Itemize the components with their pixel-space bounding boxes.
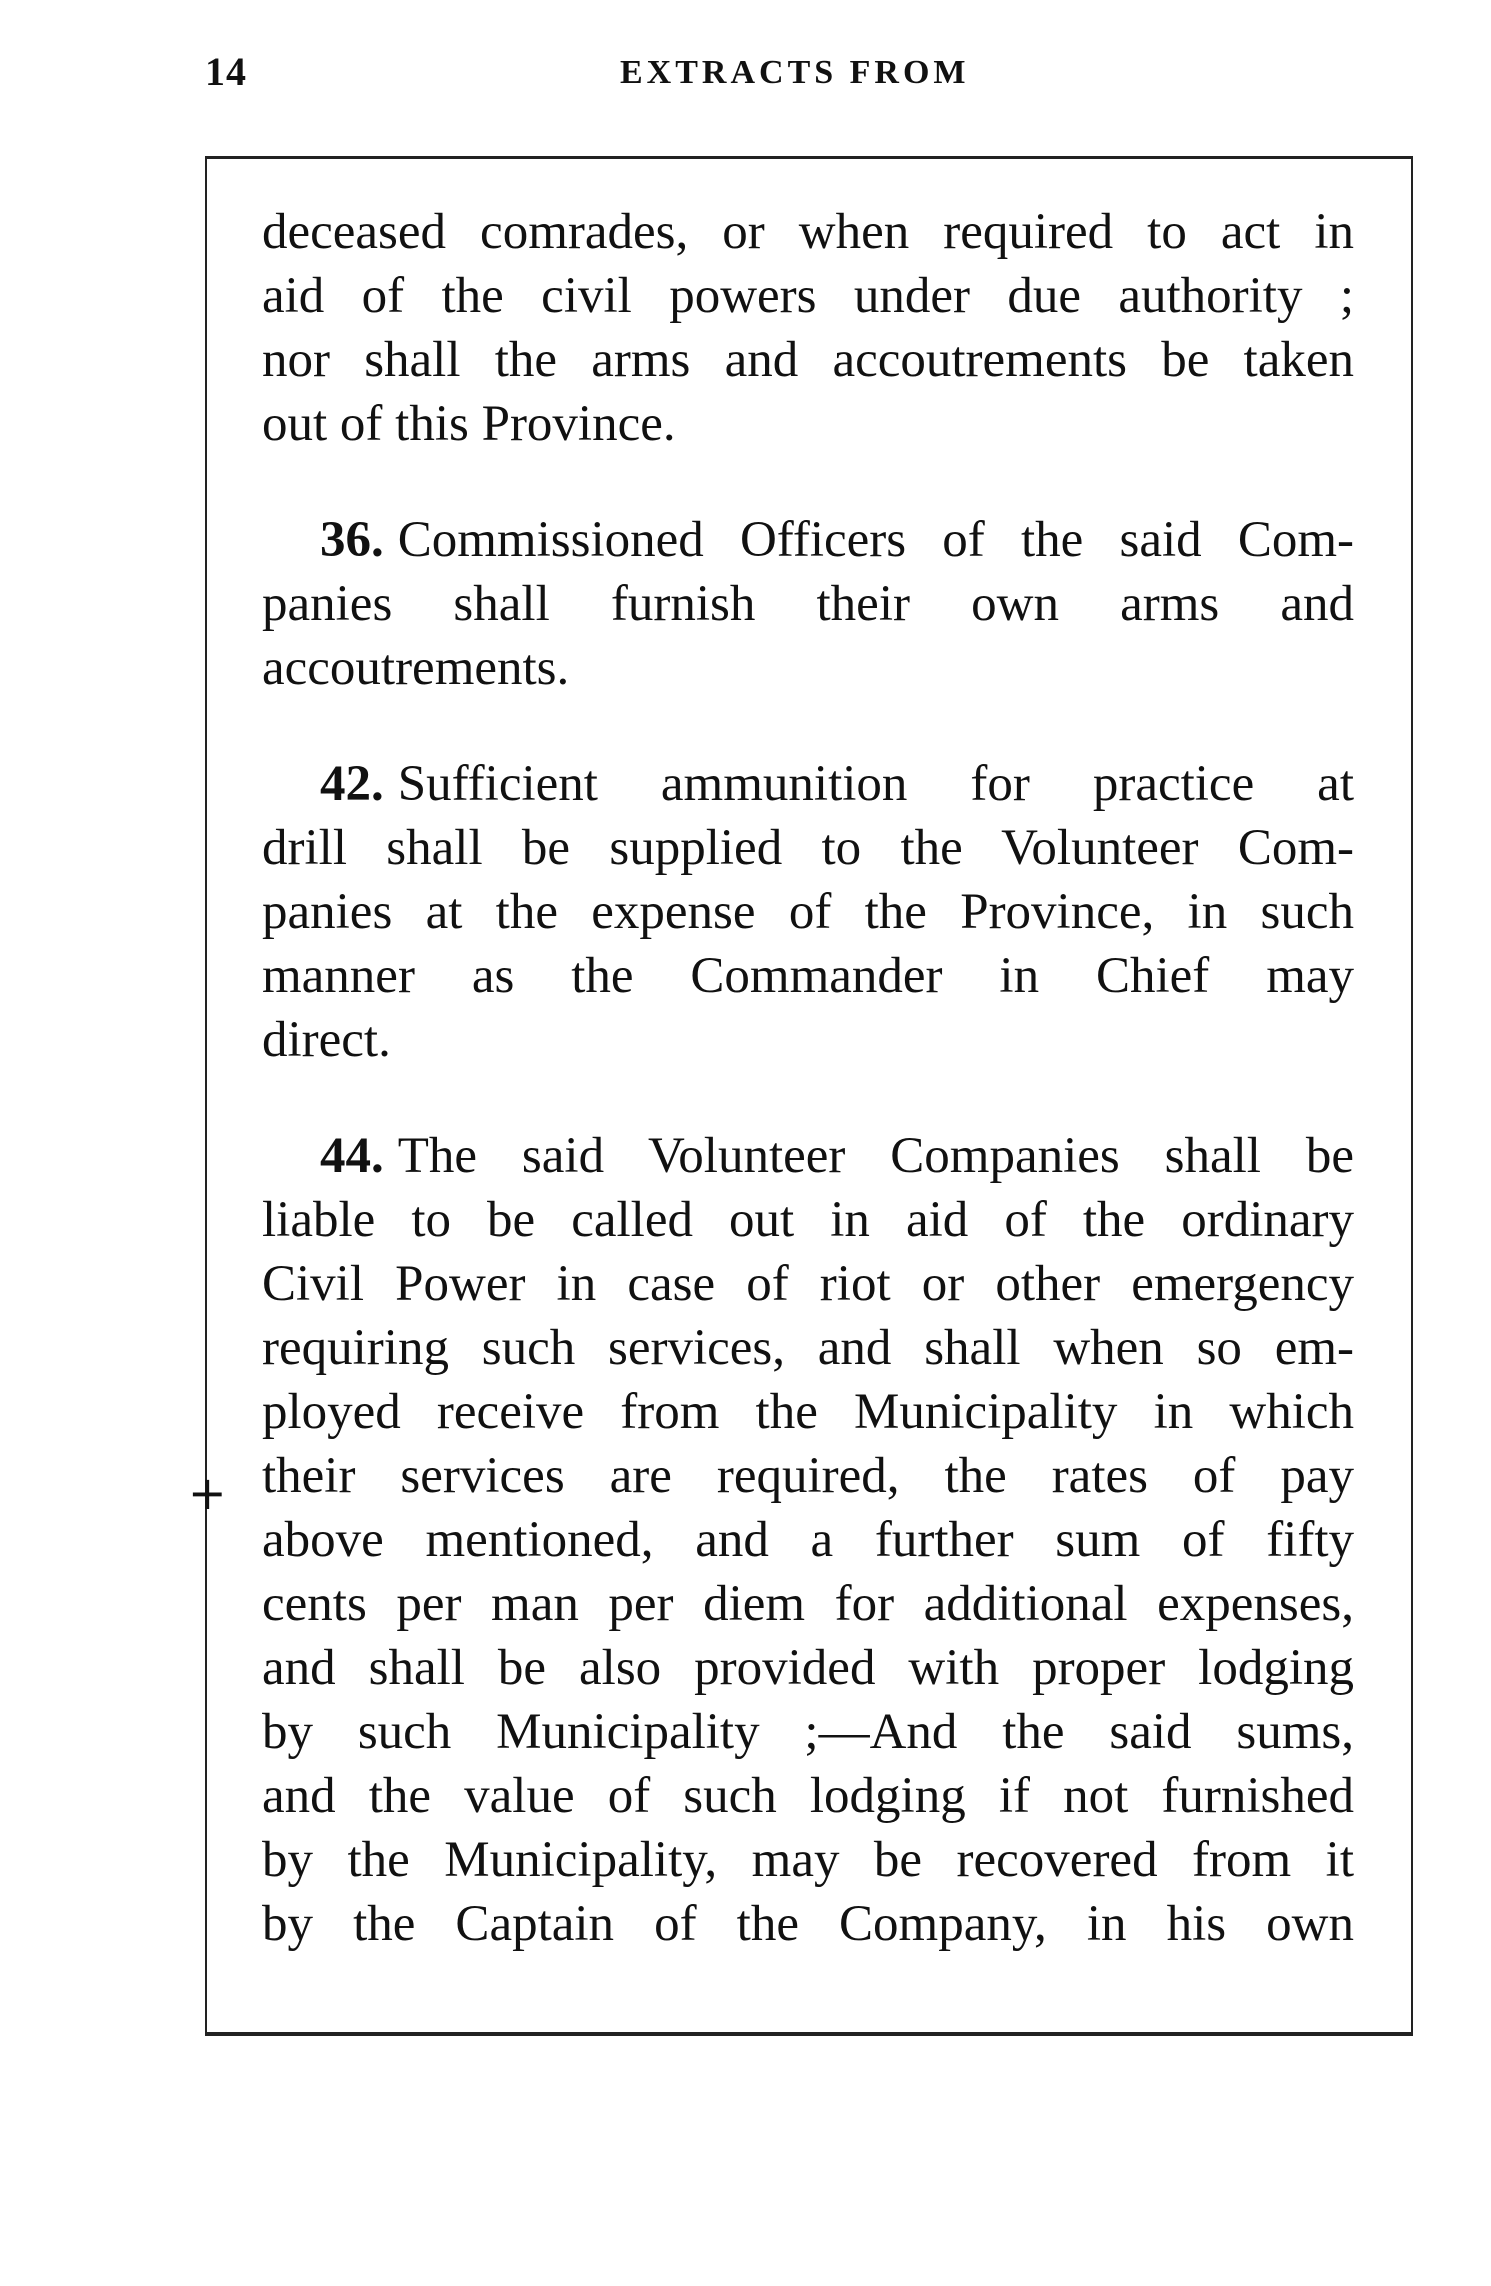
text-line: deceased comrades, or when required to act in	[262, 204, 1354, 260]
section-number: 36.	[320, 512, 384, 568]
text-line: panies shall furnish their own arms and	[262, 576, 1354, 632]
text-line: by the Municipality, may be recovered from it	[262, 1832, 1354, 1888]
section-number: 42.	[320, 756, 384, 812]
page-header	[205, 48, 1415, 98]
text-line: accoutrements.	[262, 640, 570, 696]
text-line	[262, 752, 1354, 816]
text-line: cents per man per diem for additional expenses,	[262, 1576, 1354, 1632]
text-line	[262, 1124, 1354, 1188]
text-line: liable to be called out in aid of the ordinary	[262, 1192, 1354, 1248]
paragraph-section-42	[262, 752, 1354, 1072]
text-line-content: Sufficient ammunition for practice at	[397, 756, 1354, 812]
paragraph-section-44	[262, 1124, 1354, 1956]
text-line-content: Commissioned Officers of the said Com-	[397, 512, 1354, 568]
text-line: requiring such services, and shall when so em-	[262, 1320, 1354, 1376]
text-line: Civil Power in case of riot or other emergency	[262, 1256, 1354, 1312]
text-line: out of this Province.	[262, 396, 676, 452]
text-line: manner as the Commander in Chief may	[262, 948, 1354, 1004]
page-body	[262, 200, 1354, 2008]
text-line: and shall be also provided with proper lodging	[262, 1640, 1354, 1696]
running-head: EXTRACTS FROM	[620, 54, 970, 91]
text-line	[262, 508, 1354, 572]
section-number: 44.	[320, 1128, 384, 1184]
text-line-content: The said Volunteer Companies shall be	[397, 1128, 1354, 1184]
margin-mark: +	[188, 1466, 227, 1520]
text-line: ployed receive from the Municipality in which	[262, 1384, 1354, 1440]
text-line: drill shall be supplied to the Volunteer Com-	[262, 820, 1354, 876]
text-line: and the value of such lodging if not furnished	[262, 1768, 1354, 1824]
text-line: by such Municipality ;—And the said sums,	[262, 1704, 1354, 1760]
text-line: panies at the expense of the Province, in such	[262, 884, 1354, 940]
text-line: aid of the civil powers under due authority ;	[262, 268, 1354, 324]
text-line: above mentioned, and a further sum of fifty	[262, 1512, 1354, 1568]
text-line: direct.	[262, 1012, 391, 1068]
text-line: by the Captain of the Company, in his own	[262, 1896, 1354, 1952]
text-line: nor shall the arms and accoutrements be taken	[262, 332, 1354, 388]
paragraph-continuation	[262, 200, 1354, 456]
text-line: their services are required, the rates of pay	[262, 1448, 1354, 1504]
paragraph-section-36	[262, 508, 1354, 700]
page-number: 14	[205, 49, 247, 94]
